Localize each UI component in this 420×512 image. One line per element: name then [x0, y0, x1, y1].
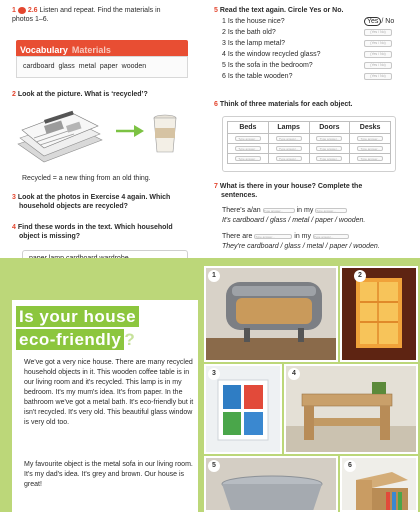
exercise-6 [214, 100, 414, 109]
item-number: 2 [222, 29, 226, 36]
yes-no-item [222, 17, 398, 28]
column-doors: Doors [309, 122, 350, 134]
photo-metal-sofa [204, 266, 338, 362]
exercise-line-1: Look at the photos in Exercise 4 again. Which [17, 194, 171, 201]
sentence-2 [222, 232, 418, 241]
answer-input[interactable]: Type answer... [235, 156, 261, 161]
photo-metal-bath [204, 456, 338, 512]
sentence-2-options: They're cardboard / glass / metal / paper / wooden. [222, 243, 380, 250]
exercise-number: 3 [12, 194, 16, 201]
vocabulary-header [16, 40, 188, 56]
exercise-5 [214, 6, 414, 15]
exercise-instruction: Look at the picture. What is ‘recycled’? [17, 91, 148, 98]
yes-no-box[interactable]: (Yes / No) [364, 51, 392, 58]
item-question: Is the lamp metal? [227, 40, 286, 47]
exercise-2 [12, 90, 202, 99]
exercise-7 [214, 182, 414, 200]
track-number: 2.6 [27, 7, 38, 14]
exercise-number: 2 [12, 91, 16, 98]
answer-input[interactable]: Type answer... [276, 146, 302, 151]
exercise-number: 4 [12, 224, 16, 231]
yes-no-box[interactable]: (Yes / No) [364, 29, 392, 36]
sentence-start: There are [222, 233, 253, 240]
item-question: Is the table wooden? [227, 73, 293, 80]
yes-no-item [222, 28, 398, 39]
vocabulary-title: Vocabulary [20, 45, 68, 55]
yes-no-box[interactable]: (Yes / No) [364, 62, 392, 69]
exercise-3 [12, 193, 204, 211]
yes-no-item [222, 39, 398, 50]
exercise-number: 7 [214, 183, 218, 190]
item-number: 4 [222, 51, 226, 58]
item-number: 6 [222, 73, 226, 80]
item-question: Is the sofa in the bedroom? [227, 62, 313, 69]
sentence-1 [222, 206, 418, 215]
photo-paper-lamp [340, 266, 418, 362]
photo-number-badge: 1 [208, 270, 220, 282]
answer-input[interactable]: Type answer... [357, 136, 383, 141]
exercise-heading: Read the text again. Circle Yes or No. [219, 7, 344, 14]
yes-no-list [222, 17, 398, 83]
item-question: Is the bath old? [227, 29, 276, 36]
exercise-line-1: What is there in your house? Complete the [219, 183, 363, 190]
column-desks: Desks [350, 122, 391, 134]
article-paragraph-1: We've got a very nice house. There are many recycled household objects in it. This wooden coffee table is in our living room and it's recycled. This lamp is in my bedroom. It's my mum's idea. It's from paper. In the bathroom we've got a metal bath. It's eco-friendly but it isn't recycled. It's very old. This beautiful glass window is very old too. [24, 359, 194, 426]
yes-no-box[interactable]: (Yes / No) [364, 40, 392, 47]
exercise-number: 5 [214, 7, 218, 14]
item-number: 1 [222, 18, 226, 25]
article-paragraph-2: My favourite object is the metal sofa in our living room. It's my dad's idea. It's grey and brown. Our house is great! [24, 461, 193, 488]
item-question: Is the window recycled glass? [227, 51, 321, 58]
newspapers-image [14, 104, 106, 166]
sentence-1-options: It's cardboard / glass / metal / paper / wooden. [222, 217, 366, 224]
article-title-question-mark: ? [124, 330, 135, 349]
article-title [16, 306, 196, 350]
photo-number-badge: 3 [208, 368, 220, 380]
answer-input[interactable]: Type answer... [313, 234, 349, 239]
answer-input[interactable]: Type answer... [254, 234, 292, 239]
article-title-line-2: eco-friendly [16, 329, 124, 350]
paper-cup-image [152, 114, 178, 154]
yes-no-item [222, 72, 398, 83]
photo-wooden-table [284, 364, 418, 454]
vocabulary-subtitle: Materials [71, 45, 111, 55]
item-number: 3 [222, 40, 226, 47]
exercise-4 [12, 223, 204, 241]
answer-input[interactable]: Type answer... [357, 156, 383, 161]
answer-input[interactable]: Type answer... [357, 146, 383, 151]
materials-table-box [222, 116, 396, 172]
vocabulary-words: cardboard glass metal paper wooden [16, 56, 188, 78]
sentence-middle: in my [296, 207, 314, 214]
yes-circled: Yes [364, 17, 381, 26]
no-option: / No [381, 18, 395, 25]
exercise-line-1: Find these words in the text. Which household [17, 224, 173, 231]
yes-no-item [222, 61, 398, 72]
recycled-definition: Recycled = a new thing from an old thing. [22, 175, 151, 182]
audio-icon[interactable] [18, 7, 26, 14]
answer-input[interactable]: Type answer... [263, 208, 295, 213]
materials-table [227, 121, 391, 164]
column-lamps: Lamps [268, 122, 309, 134]
item-number: 5 [222, 62, 226, 69]
answer-input[interactable]: Type answer... [315, 208, 347, 213]
answer-input[interactable]: Type answer... [276, 156, 302, 161]
answer-input[interactable]: Type answer... [316, 146, 342, 151]
answer-input[interactable]: Type answer... [276, 136, 302, 141]
yes-no-item [222, 50, 398, 61]
exercise-heading: Think of three materials for each object. [219, 101, 353, 108]
photo-number-badge: 4 [288, 368, 300, 380]
item-question: Is the house nice? [227, 18, 285, 25]
exercise-line-2: object is missing? [19, 233, 81, 240]
exercise-instruction-2: photos 1–6. [12, 16, 49, 23]
yes-no-box[interactable]: (Yes / No) [364, 73, 392, 80]
answer-input[interactable]: Type answer... [235, 136, 261, 141]
sentence-start: There's a/an [222, 207, 261, 214]
exercise-number: 1 [12, 7, 16, 14]
exercise-1 [12, 6, 202, 24]
exercise-number: 6 [214, 101, 218, 108]
exercise-line-2: sentences. [221, 192, 258, 199]
answer-input[interactable]: Type answer... [316, 156, 342, 161]
article-title-line-1: Is your house [16, 306, 139, 327]
photo-number-badge: 6 [344, 460, 356, 472]
sentence-middle: in my [294, 233, 311, 240]
photo-number-badge: 2 [354, 270, 366, 282]
exercise-line-2: household objects are recycled? [19, 203, 128, 210]
photo-number-badge: 5 [208, 460, 220, 472]
yes-no-answer[interactable] [364, 17, 394, 26]
answer-input[interactable]: Type answer... [316, 136, 342, 141]
column-beds: Beds [228, 122, 269, 134]
arrow-right-icon [116, 124, 144, 138]
answer-input[interactable]: Type answer... [235, 146, 261, 151]
exercise-instruction: Listen and repeat. Find the materials in [39, 7, 161, 14]
